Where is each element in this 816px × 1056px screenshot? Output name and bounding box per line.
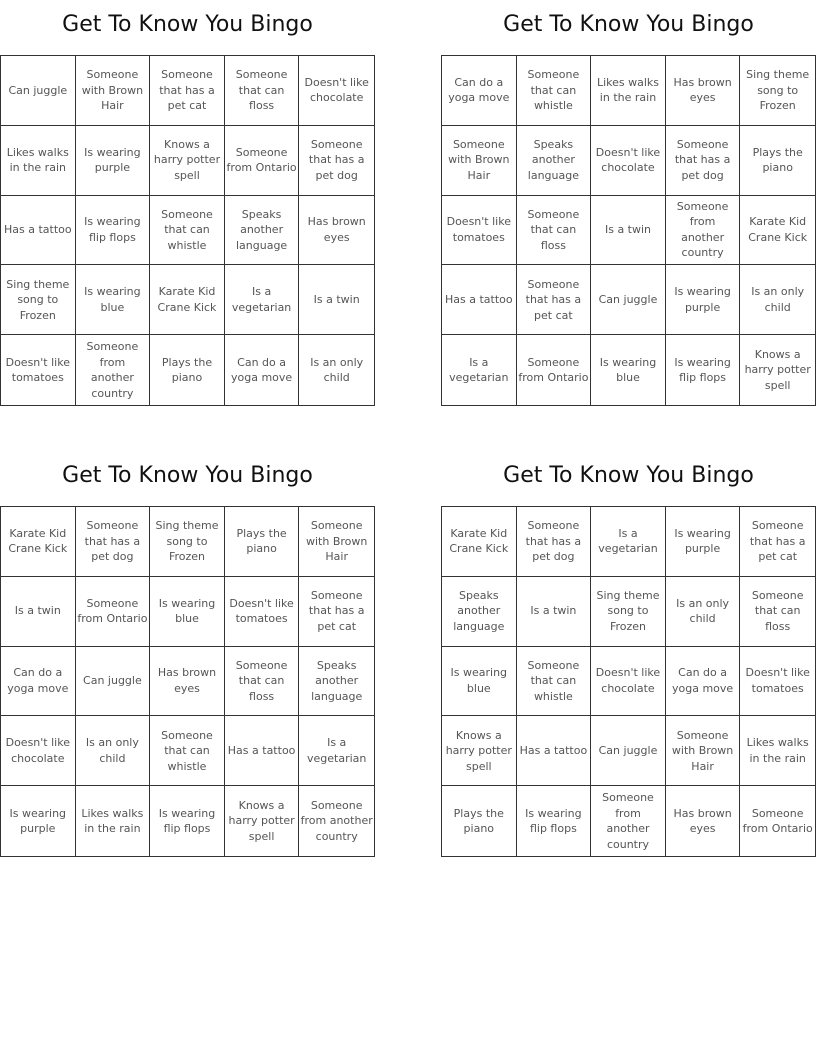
bingo-cell: Someone with Brown Hair	[666, 716, 741, 786]
bingo-cell: Is a twin	[517, 577, 592, 647]
bingo-cell: Is an only child	[666, 577, 741, 647]
bingo-cell: Is a twin	[591, 196, 666, 266]
bingo-cell: Knows a harry potter spell	[744, 347, 811, 392]
bingo-cell: Someone that can floss	[225, 56, 300, 126]
bingo-cell: Can do a yoga move	[666, 647, 741, 717]
bingo-cell: Has a tattoo	[225, 716, 300, 786]
bingo-cell: Someone that has a pet cat	[150, 56, 225, 126]
bingo-cell: Sing theme song to Frozen	[150, 507, 225, 577]
bingo-cell: Someone that can whistle	[517, 56, 592, 126]
bingo-cell: Someone from Ontario	[225, 126, 300, 196]
bingo-cell: Is wearing flip flops	[666, 335, 741, 405]
bingo-cell: Has brown eyes	[666, 786, 741, 856]
bingo-cell: Speaks another language	[517, 126, 592, 196]
bingo-cell: Someone that can floss	[225, 647, 300, 717]
bingo-grid	[0, 55, 375, 406]
bingo-cell: Has brown eyes	[666, 56, 741, 126]
bingo-cell: Is wearing blue	[591, 335, 666, 405]
bingo-cell: Is an only child	[76, 716, 151, 786]
bingo-cell: Is a vegetarian	[442, 335, 517, 405]
bingo-grid	[0, 506, 375, 857]
bingo-cell: Is wearing purple	[666, 265, 741, 335]
bingo-cell: Is a vegetarian	[591, 507, 666, 577]
bingo-cell: Is wearing purple	[1, 786, 76, 856]
bingo-cell: Is wearing flip flops	[150, 786, 225, 856]
bingo-cell: Someone that can whistle	[150, 196, 225, 266]
bingo-cell: Someone with Brown Hair	[76, 56, 151, 126]
bingo-cell: Is a twin	[299, 265, 374, 335]
bingo-cell: Someone that can floss	[740, 577, 815, 647]
bingo-cell: Someone that can floss	[517, 196, 592, 266]
bingo-cell: Someone that has a pet cat	[740, 507, 815, 577]
bingo-cell: Karate Kid Crane Kick	[442, 507, 517, 577]
bingo-cell: Has a tattoo	[1, 196, 76, 266]
card-title: Get To Know You Bingo	[503, 12, 754, 37]
bingo-cell: Sing theme song to Frozen	[591, 577, 666, 647]
bingo-cell: Someone that has a pet dog	[666, 126, 741, 196]
bingo-cell: Can juggle	[591, 716, 666, 786]
bingo-cell: Someone from Ontario	[742, 806, 813, 836]
bingo-cell: Someone that can whistle	[150, 716, 225, 786]
bingo-cell: Doesn't like chocolate	[591, 126, 666, 196]
bingo-cell: Can do a yoga move	[442, 56, 517, 126]
bingo-cell: Someone from another country	[666, 196, 741, 266]
bingo-cell: Is a twin	[1, 577, 76, 647]
bingo-cell: Doesn't like chocolate	[1, 716, 76, 786]
bingo-cell: Knows a harry potter spell	[442, 716, 517, 786]
bingo-cell: Someone that has a pet cat	[517, 265, 592, 335]
bingo-cell: Doesn't like tomatoes	[442, 196, 517, 266]
bingo-cell: Doesn't like chocolate	[591, 647, 666, 717]
bingo-cell: Doesn't like tomatoes	[225, 577, 300, 647]
bingo-cell: Likes walks in the rain	[1, 126, 76, 196]
bingo-cell: Is a vegetarian	[225, 265, 300, 335]
bingo-cell: Is wearing flip flops	[76, 196, 151, 266]
bingo-cell: Doesn't like tomatoes	[1, 335, 76, 405]
bingo-cell: Someone with Brown Hair	[299, 507, 374, 577]
bingo-cell: Sing theme song to Frozen	[740, 56, 815, 126]
bingo-cell: Plays the piano	[225, 507, 300, 577]
bingo-cell: Karate Kid Crane Kick	[150, 265, 225, 335]
bingo-cell: Is wearing blue	[442, 647, 517, 717]
bingo-cell: Can juggle	[76, 647, 151, 717]
bingo-cell: Plays the piano	[150, 335, 225, 405]
bingo-cell: Someone from another country	[591, 786, 666, 856]
bingo-cell: Likes walks in the rain	[740, 716, 815, 786]
bingo-cell: Someone that has a pet dog	[299, 126, 374, 196]
bingo-cell: Can do a yoga move	[225, 335, 300, 405]
bingo-cell: Doesn't like chocolate	[299, 56, 374, 126]
bingo-cell: Someone from Ontario	[76, 577, 151, 647]
bingo-cell: Is a vegetarian	[299, 716, 374, 786]
bingo-cell: Someone that has a pet cat	[299, 577, 374, 647]
bingo-cell: Has brown eyes	[299, 196, 374, 266]
bingo-cell: Likes walks in the rain	[591, 56, 666, 126]
card-title: Get To Know You Bingo	[62, 12, 313, 37]
bingo-cell: Speaks another language	[225, 196, 300, 266]
bingo-cell: Is wearing blue	[150, 577, 225, 647]
bingo-cell: Someone with Brown Hair	[442, 126, 517, 196]
bingo-cell: Plays the piano	[442, 786, 517, 856]
bingo-cell: Plays the piano	[740, 126, 815, 196]
bingo-cell: Someone that can whistle	[517, 647, 592, 717]
bingo-grid	[441, 55, 816, 406]
bingo-cell: Is wearing purple	[666, 507, 741, 577]
bingo-grid	[441, 506, 816, 857]
bingo-cell: Can juggle	[1, 56, 76, 126]
bingo-cell: Is wearing flip flops	[517, 786, 592, 856]
card-title: Get To Know You Bingo	[62, 463, 313, 488]
bingo-cell: Can juggle	[591, 265, 666, 335]
bingo-cell: Is wearing blue	[76, 265, 151, 335]
bingo-cell: Sing theme song to Frozen	[1, 265, 76, 335]
bingo-cell: Knows a harry potter spell	[225, 786, 300, 856]
bingo-cell: Is wearing purple	[76, 126, 151, 196]
bingo-cell: Knows a harry potter spell	[150, 126, 225, 196]
bingo-cell: Likes walks in the rain	[76, 786, 151, 856]
bingo-cell: Karate Kid Crane Kick	[740, 196, 815, 266]
bingo-cell: Someone that has a pet dog	[517, 507, 592, 577]
bingo-cell: Someone from another country	[76, 335, 151, 405]
bingo-cell: Is an only child	[740, 265, 815, 335]
bingo-cell: Someone from another country	[300, 798, 373, 843]
bingo-cell: Someone that has a pet dog	[76, 507, 151, 577]
bingo-cell: Someone from Ontario	[517, 335, 592, 405]
card-title: Get To Know You Bingo	[503, 463, 754, 488]
bingo-cell: Has a tattoo	[517, 716, 592, 786]
bingo-cell: Has a tattoo	[442, 265, 517, 335]
bingo-cell: Can do a yoga move	[1, 647, 76, 717]
bingo-cell: Speaks another language	[442, 577, 517, 647]
bingo-cell: Speaks another language	[299, 647, 374, 717]
bingo-cell: Has brown eyes	[150, 647, 225, 717]
bingo-cell: Is an only child	[310, 355, 364, 385]
bingo-cell: Karate Kid Crane Kick	[1, 507, 76, 577]
bingo-cell: Doesn't like tomatoes	[740, 647, 815, 717]
